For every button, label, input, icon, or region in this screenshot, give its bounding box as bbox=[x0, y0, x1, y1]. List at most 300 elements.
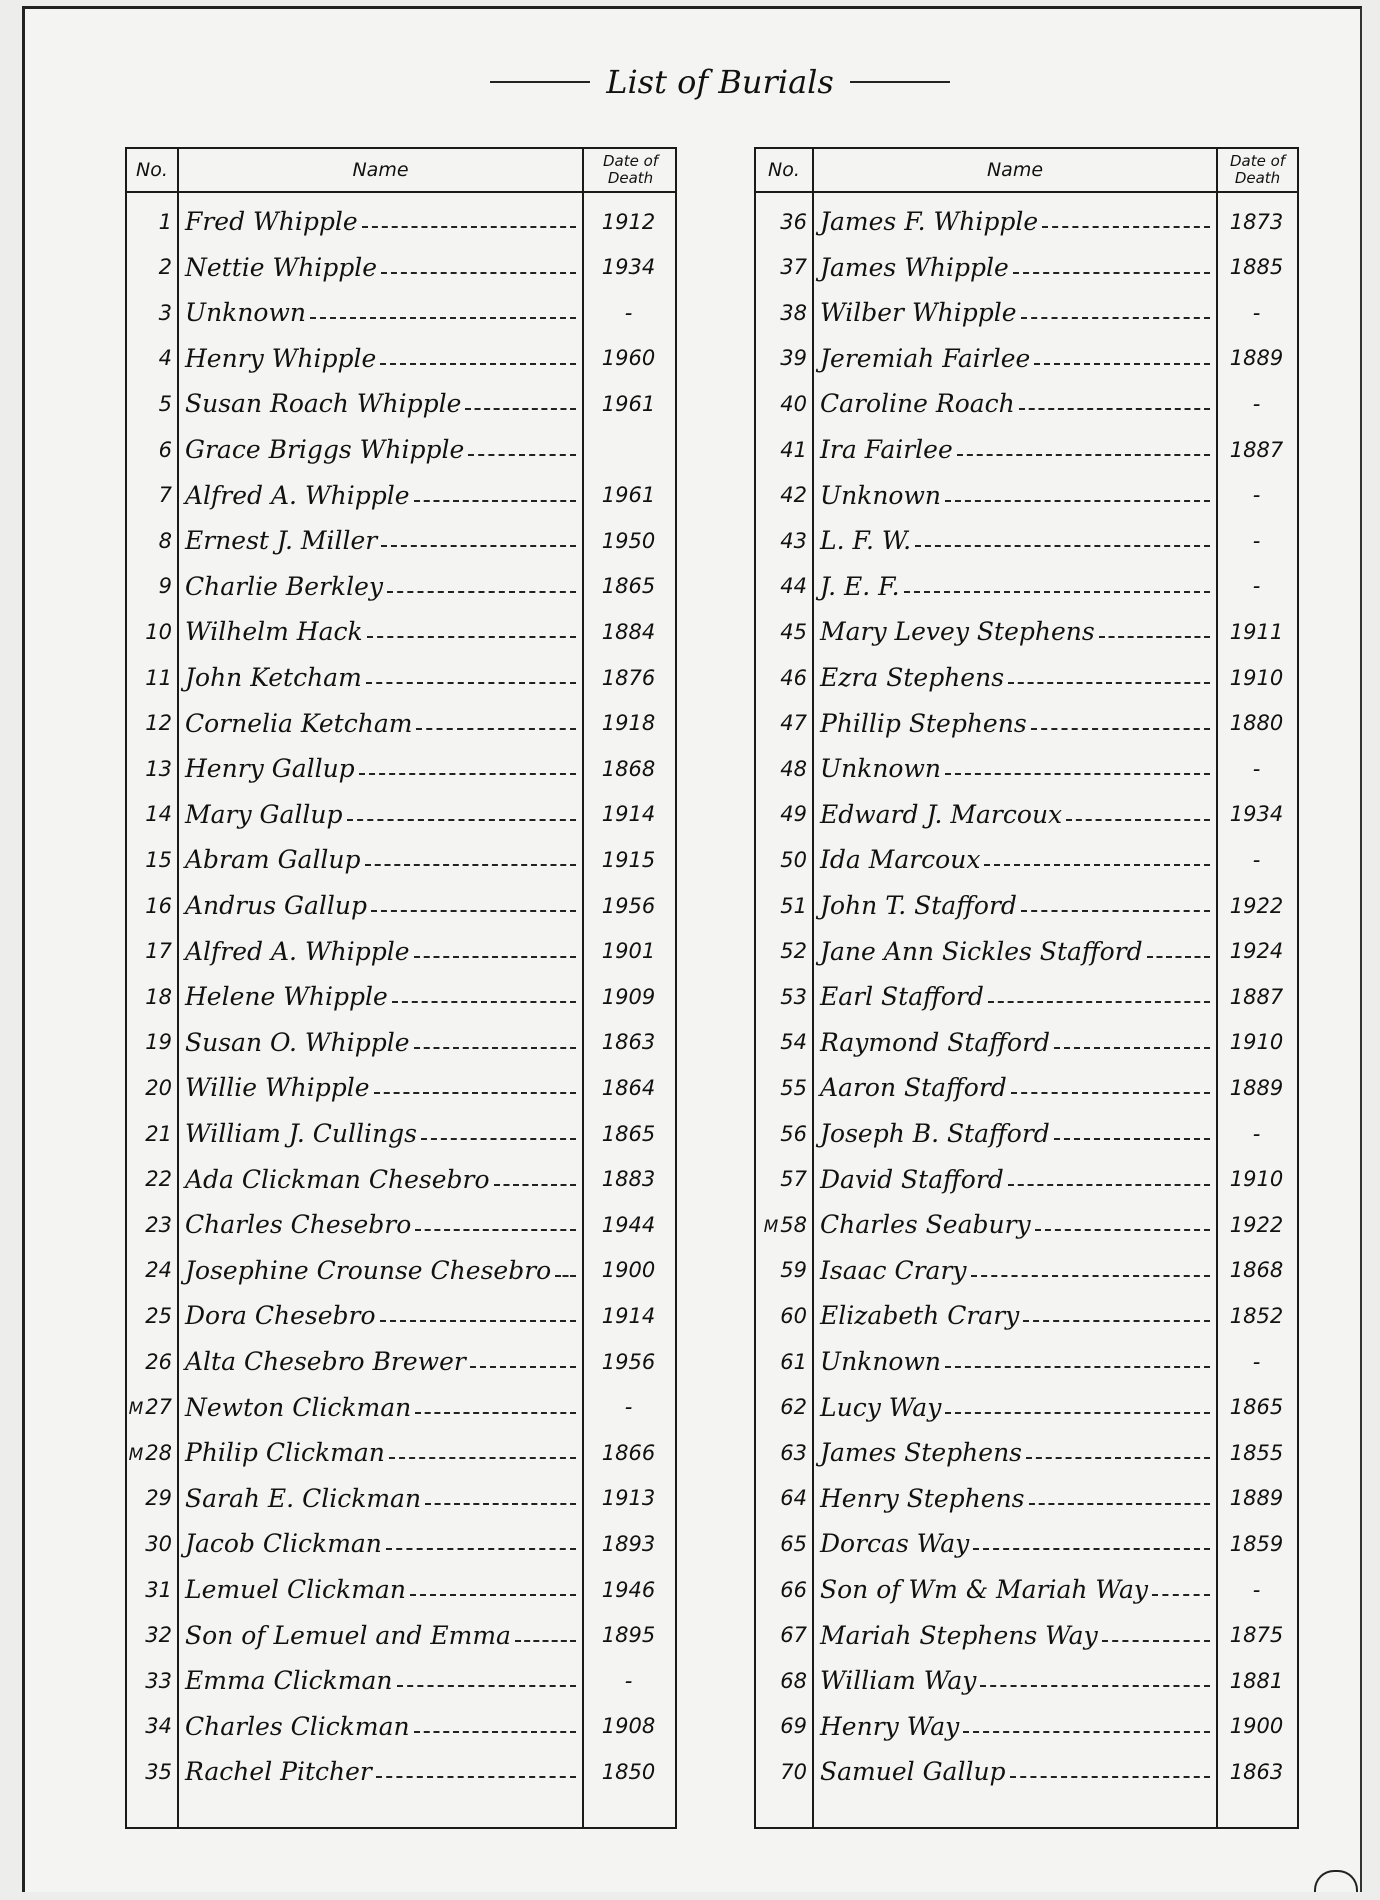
entry-date-of-death: - bbox=[1252, 574, 1261, 599]
entry-date-of-death: 1956 bbox=[601, 1349, 656, 1374]
burial-row bbox=[127, 336, 675, 381]
entry-name bbox=[177, 435, 582, 464]
dotted-leader bbox=[1008, 680, 1210, 684]
dotted-leader bbox=[362, 224, 576, 228]
entry-number bbox=[756, 210, 812, 234]
burial-row bbox=[127, 1658, 675, 1703]
entry-number bbox=[127, 1578, 177, 1602]
entry-number-value: 40 bbox=[780, 391, 807, 416]
entry-number bbox=[127, 301, 177, 325]
title-rule-right bbox=[850, 81, 950, 83]
entry-number bbox=[127, 438, 177, 462]
entry-name bbox=[812, 617, 1216, 646]
entry-number-value: 6 bbox=[158, 437, 172, 462]
entry-name-text: James Whipple bbox=[820, 252, 1009, 282]
dotted-leader bbox=[425, 1501, 576, 1505]
entry-name bbox=[812, 1666, 1216, 1695]
entry-number-value: 11 bbox=[145, 665, 172, 690]
entry-name-text: Wilber Whipple bbox=[820, 298, 1017, 328]
entry-name-text: J. E. F. bbox=[820, 571, 900, 601]
entry-number bbox=[127, 1714, 177, 1738]
entry-number bbox=[756, 1167, 812, 1191]
dotted-leader bbox=[371, 908, 576, 912]
header-date-line2: Death bbox=[1234, 169, 1281, 187]
burial-register-page bbox=[22, 6, 1362, 1892]
entry-number bbox=[127, 574, 177, 598]
entry-number-value: 61 bbox=[780, 1349, 807, 1374]
burial-row bbox=[127, 746, 675, 791]
entry-name bbox=[177, 1256, 582, 1285]
entry-name-text: James Stephens bbox=[820, 1438, 1023, 1468]
entry-number-value: 35 bbox=[145, 1759, 172, 1784]
entry-number bbox=[756, 438, 812, 462]
burial-row bbox=[756, 746, 1297, 791]
entry-name-text: Charles Chesebro bbox=[185, 1210, 412, 1240]
entry-number bbox=[127, 1623, 177, 1647]
dotted-leader bbox=[1021, 315, 1210, 319]
entry-name-text: Nettie Whipple bbox=[185, 252, 378, 282]
entry-name-text: Alfred A. Whipple bbox=[185, 480, 410, 510]
entry-number bbox=[756, 1760, 812, 1784]
entry-number bbox=[127, 1122, 177, 1146]
entry-number bbox=[127, 711, 177, 735]
entry-number bbox=[127, 1304, 177, 1328]
burial-row bbox=[127, 1749, 675, 1794]
burial-row bbox=[127, 427, 675, 472]
entry-name bbox=[812, 937, 1216, 966]
burial-row bbox=[756, 1111, 1297, 1156]
entry-name-text: Samuel Gallup bbox=[820, 1757, 1006, 1787]
dotted-leader bbox=[973, 1546, 1210, 1550]
entry-name bbox=[177, 526, 582, 555]
entry-date-of-death: 1889 bbox=[1229, 1075, 1284, 1100]
entry-name bbox=[812, 1073, 1216, 1102]
entry-name bbox=[177, 754, 582, 783]
dotted-leader bbox=[380, 1318, 576, 1322]
burial-row bbox=[756, 1293, 1297, 1338]
entry-number-value: 47 bbox=[780, 711, 807, 736]
burial-row bbox=[756, 1157, 1297, 1202]
dotted-leader bbox=[397, 1683, 577, 1687]
entry-number-value: 34 bbox=[145, 1714, 172, 1739]
burial-row bbox=[756, 1339, 1297, 1384]
entry-name-text: Ezra Stephens bbox=[820, 663, 1005, 692]
burial-row bbox=[127, 518, 675, 563]
entry-name-text: Grace Briggs Whipple bbox=[185, 435, 465, 464]
dotted-leader bbox=[1102, 1638, 1210, 1642]
burial-row bbox=[127, 381, 675, 426]
entry-number-value: 24 bbox=[145, 1258, 172, 1283]
entry-name-text: Unknown bbox=[820, 480, 941, 510]
entry-number bbox=[756, 666, 812, 690]
burial-row bbox=[127, 1202, 675, 1247]
burial-row bbox=[756, 336, 1297, 381]
dotted-leader bbox=[1008, 1182, 1210, 1186]
entry-date-of-death: 1910 bbox=[1229, 1167, 1284, 1192]
entry-number bbox=[127, 255, 177, 279]
entry-number bbox=[127, 985, 177, 1009]
entry-number-value: 52 bbox=[780, 939, 807, 964]
entry-name-text: Sarah E. Clickman bbox=[185, 1483, 422, 1513]
entry-name bbox=[812, 435, 1216, 464]
entry-date-of-death: 1956 bbox=[601, 893, 656, 918]
entry-name bbox=[812, 344, 1216, 373]
entry-number-value: 43 bbox=[780, 528, 807, 553]
entry-name bbox=[177, 1073, 582, 1102]
burial-row bbox=[127, 1430, 675, 1475]
entry-name-text: Aaron Stafford bbox=[820, 1073, 1007, 1103]
burial-row bbox=[756, 564, 1297, 609]
entry-number bbox=[127, 757, 177, 781]
burial-row bbox=[127, 1111, 675, 1156]
dotted-leader bbox=[1035, 1227, 1210, 1231]
burial-row bbox=[127, 1293, 675, 1338]
entry-date-of-death: - bbox=[1252, 1577, 1261, 1602]
entry-name-text: Henry Way bbox=[820, 1711, 960, 1741]
burial-row bbox=[127, 1020, 675, 1065]
entry-number-value: 38 bbox=[780, 300, 807, 325]
entry-number bbox=[127, 1167, 177, 1191]
entry-name-text: L. F. W. bbox=[820, 526, 912, 556]
header-date-line1: Date of bbox=[602, 152, 659, 170]
entry-date-of-death: 1934 bbox=[1229, 802, 1284, 827]
entry-date-of-death: 1913 bbox=[601, 1486, 656, 1511]
entry-name-text: Philip Clickman bbox=[185, 1438, 385, 1468]
burial-row bbox=[756, 473, 1297, 518]
entry-name bbox=[812, 1621, 1216, 1650]
entry-number bbox=[756, 1578, 812, 1602]
dotted-leader bbox=[1034, 361, 1210, 365]
entry-number-value: 70 bbox=[780, 1759, 807, 1784]
entry-name-text: Mary Gallup bbox=[185, 799, 343, 829]
entry-number-value: 17 bbox=[145, 939, 172, 964]
entry-name bbox=[177, 1210, 582, 1239]
entry-name-text: Emma Clickman bbox=[185, 1666, 393, 1696]
burial-row bbox=[756, 929, 1297, 974]
entry-name-text: Ira Fairlee bbox=[820, 435, 953, 464]
entry-name bbox=[177, 663, 582, 692]
entry-name-text: Abram Gallup bbox=[185, 845, 361, 875]
entry-date-of-death: 1922 bbox=[1229, 1212, 1284, 1237]
burial-row bbox=[756, 381, 1297, 426]
entry-name bbox=[177, 1347, 582, 1376]
entry-name-text: Dora Chesebro bbox=[185, 1301, 376, 1331]
entry-date-of-death: 1934 bbox=[601, 255, 656, 280]
entry-number-value: 51 bbox=[780, 893, 807, 918]
dotted-leader bbox=[365, 862, 576, 866]
entry-name bbox=[812, 253, 1216, 282]
entry-date-of-death: 1885 bbox=[1229, 255, 1284, 280]
entry-number bbox=[127, 483, 177, 507]
entry-name-text: Wilhelm Hack bbox=[185, 617, 363, 647]
entry-name-text: Henry Gallup bbox=[185, 754, 355, 784]
burial-row bbox=[127, 883, 675, 928]
entry-name bbox=[812, 663, 1216, 692]
entry-name bbox=[177, 1393, 582, 1422]
burial-row bbox=[756, 290, 1297, 335]
entry-number bbox=[756, 711, 812, 735]
burial-row bbox=[756, 701, 1297, 746]
entry-number bbox=[127, 620, 177, 644]
burial-row bbox=[756, 1020, 1297, 1065]
burial-row bbox=[127, 290, 675, 335]
entry-date-of-death: 1924 bbox=[1229, 939, 1284, 964]
burial-row bbox=[127, 837, 675, 882]
dotted-leader bbox=[374, 1090, 576, 1094]
entry-name-text: Son of Wm & Mariah Way bbox=[820, 1575, 1148, 1604]
entry-name bbox=[177, 207, 582, 236]
entry-number bbox=[127, 1669, 177, 1693]
entry-date-of-death: 1950 bbox=[601, 528, 656, 553]
entry-number-value: 15 bbox=[145, 847, 172, 872]
entry-name-text: Ida Marcoux bbox=[820, 845, 981, 875]
entry-number bbox=[756, 848, 812, 872]
dotted-leader bbox=[963, 1729, 1210, 1733]
dotted-leader bbox=[1066, 817, 1210, 821]
entry-name bbox=[812, 1529, 1216, 1558]
entry-name-text: Earl Stafford bbox=[820, 982, 984, 1012]
entry-number-value: 36 bbox=[780, 209, 807, 234]
dotted-leader bbox=[376, 1774, 576, 1778]
entry-date-of-death: - bbox=[1252, 847, 1261, 872]
entry-number-value: 46 bbox=[780, 665, 807, 690]
entry-number-value: 65 bbox=[780, 1531, 807, 1556]
entry-number bbox=[756, 1714, 812, 1738]
entry-date-of-death: 1910 bbox=[1229, 665, 1284, 690]
entry-date-of-death: 1918 bbox=[601, 711, 656, 736]
entry-number-value: 22 bbox=[145, 1167, 172, 1192]
entry-date-of-death: 1889 bbox=[1229, 1486, 1284, 1511]
entry-number bbox=[127, 346, 177, 370]
dotted-leader bbox=[387, 589, 576, 593]
entry-number-value: 5 bbox=[158, 391, 172, 416]
dotted-leader bbox=[414, 1729, 576, 1733]
entry-name bbox=[812, 572, 1216, 601]
entry-number-value: 27 bbox=[145, 1395, 172, 1420]
entry-name-text: Fred Whipple bbox=[185, 207, 358, 236]
entry-number bbox=[127, 1213, 177, 1237]
header-name: Name bbox=[352, 159, 409, 181]
entry-number-value: 50 bbox=[780, 847, 807, 872]
entry-number bbox=[127, 666, 177, 690]
entry-number bbox=[756, 255, 812, 279]
entry-number-value: 58 bbox=[780, 1212, 807, 1237]
entry-number-value: 49 bbox=[780, 802, 807, 827]
entry-number-value: 25 bbox=[145, 1303, 172, 1328]
entry-number bbox=[127, 1258, 177, 1282]
dotted-leader bbox=[1152, 1592, 1210, 1596]
entry-number-value: 39 bbox=[780, 346, 807, 371]
entry-number bbox=[756, 1122, 812, 1146]
entry-name-text: Alfred A. Whipple bbox=[185, 936, 410, 966]
entry-name bbox=[177, 1484, 582, 1513]
entry-number bbox=[756, 1669, 812, 1693]
entry-number bbox=[127, 210, 177, 234]
dotted-leader bbox=[367, 634, 576, 638]
entry-number bbox=[756, 1304, 812, 1328]
burial-row bbox=[756, 837, 1297, 882]
entry-number-value: 48 bbox=[780, 756, 807, 781]
entry-name-text: Son of Lemuel and Emma bbox=[185, 1620, 511, 1650]
dotted-leader bbox=[515, 1638, 576, 1642]
entry-number bbox=[756, 939, 812, 963]
dotted-leader bbox=[1021, 908, 1210, 912]
entry-name bbox=[812, 1393, 1216, 1422]
entry-number-value: 62 bbox=[780, 1395, 807, 1420]
entry-name-text: Elizabeth Crary bbox=[820, 1301, 1020, 1331]
entry-number bbox=[756, 1395, 812, 1419]
entry-date-of-death: 1881 bbox=[1229, 1668, 1284, 1693]
dotted-leader bbox=[414, 954, 576, 958]
entry-number-value: 26 bbox=[145, 1349, 172, 1374]
burial-row bbox=[756, 518, 1297, 563]
entry-date-of-death: 1865 bbox=[601, 574, 656, 599]
entry-name bbox=[812, 298, 1216, 327]
entry-number-value: 56 bbox=[780, 1121, 807, 1146]
entry-date-of-death: 1864 bbox=[601, 1075, 656, 1100]
entry-name bbox=[177, 1165, 582, 1194]
entry-name bbox=[812, 389, 1216, 418]
entry-name-text: Isaac Crary bbox=[820, 1255, 967, 1285]
entry-name-text: Cornelia Ketcham bbox=[185, 708, 413, 738]
entry-date-of-death: - bbox=[1252, 528, 1261, 553]
entry-date-of-death: - bbox=[624, 300, 633, 325]
entry-name-text: Joseph B. Stafford bbox=[820, 1119, 1050, 1148]
dotted-leader bbox=[1019, 406, 1210, 410]
entry-name bbox=[812, 800, 1216, 829]
dotted-leader bbox=[468, 452, 576, 456]
entry-name-text: Alta Chesebro Brewer bbox=[185, 1347, 466, 1376]
dotted-leader bbox=[1029, 1501, 1210, 1505]
title-rule-left bbox=[490, 81, 590, 83]
entry-name-text: Charles Clickman bbox=[185, 1711, 410, 1741]
entry-date-of-death: 1850 bbox=[601, 1759, 656, 1784]
entry-name-text: Andrus Gallup bbox=[185, 891, 367, 920]
entry-name bbox=[812, 1575, 1216, 1604]
entry-number bbox=[756, 1532, 812, 1556]
dotted-leader bbox=[359, 771, 576, 775]
entry-name bbox=[812, 1165, 1216, 1194]
dotted-leader bbox=[1054, 1045, 1210, 1049]
entry-name bbox=[177, 1028, 582, 1057]
dotted-leader bbox=[416, 726, 576, 730]
entry-name bbox=[812, 207, 1216, 236]
entry-name bbox=[177, 389, 582, 418]
entry-name-text: Unknown bbox=[820, 754, 941, 784]
entry-date-of-death: - bbox=[1252, 300, 1261, 325]
burial-row bbox=[127, 564, 675, 609]
dotted-leader bbox=[421, 1136, 576, 1140]
entry-number-value: 66 bbox=[780, 1577, 807, 1602]
entry-date-of-death: 1863 bbox=[601, 1030, 656, 1055]
dotted-leader bbox=[971, 1273, 1210, 1277]
burial-row bbox=[756, 792, 1297, 837]
dotted-leader bbox=[984, 862, 1210, 866]
entry-date-of-death: 1855 bbox=[1229, 1440, 1284, 1465]
entry-date-of-death: 1946 bbox=[601, 1577, 656, 1602]
entry-name-text: Lemuel Clickman bbox=[185, 1575, 406, 1604]
entry-number-value: 2 bbox=[158, 255, 172, 280]
burial-row bbox=[127, 1567, 675, 1612]
burial-row bbox=[756, 245, 1297, 290]
header-date-line1: Date of bbox=[1229, 152, 1286, 170]
entry-number-value: 32 bbox=[145, 1623, 172, 1648]
entry-name-text: John T. Stafford bbox=[820, 891, 1017, 920]
entry-name-text: Mary Levey Stephens bbox=[820, 617, 1095, 647]
entry-number bbox=[756, 620, 812, 644]
entry-date-of-death: 1944 bbox=[601, 1212, 656, 1237]
entry-date-of-death: 1900 bbox=[1229, 1714, 1284, 1739]
entry-name bbox=[812, 1484, 1216, 1513]
dotted-leader bbox=[945, 1410, 1210, 1414]
entry-number-value: 68 bbox=[780, 1668, 807, 1693]
entry-name bbox=[177, 1666, 582, 1695]
entry-name-text: Jacob Clickman bbox=[185, 1529, 382, 1559]
header-date-line2: Death bbox=[607, 169, 654, 187]
burial-row bbox=[127, 1521, 675, 1566]
entry-number bbox=[127, 392, 177, 416]
entry-number bbox=[756, 301, 812, 325]
entry-number bbox=[756, 392, 812, 416]
entry-number bbox=[127, 1532, 177, 1556]
burial-row bbox=[127, 245, 675, 290]
entry-number-value: 67 bbox=[780, 1623, 807, 1648]
dotted-leader bbox=[415, 1410, 576, 1414]
entry-name bbox=[812, 1301, 1216, 1330]
burial-row bbox=[756, 1202, 1297, 1247]
ledger-left bbox=[125, 147, 677, 1829]
entry-date-of-death: 1909 bbox=[601, 984, 656, 1009]
entry-number bbox=[756, 985, 812, 1009]
entry-date-of-death: 1911 bbox=[1229, 619, 1284, 644]
header-date-of-death bbox=[1218, 149, 1297, 191]
burial-row bbox=[127, 1248, 675, 1293]
dotted-leader bbox=[410, 1592, 576, 1596]
entry-number bbox=[127, 1486, 177, 1510]
entry-date-of-death: 1915 bbox=[601, 847, 656, 872]
dotted-leader bbox=[386, 1546, 576, 1550]
entry-date-of-death: - bbox=[1252, 1121, 1261, 1146]
dotted-leader bbox=[415, 1227, 576, 1231]
entry-name-text: Jeremiah Fairlee bbox=[820, 343, 1031, 373]
dotted-leader bbox=[915, 543, 1210, 547]
entry-number bbox=[756, 894, 812, 918]
entry-number-value: 19 bbox=[145, 1030, 172, 1055]
entry-number bbox=[756, 1441, 812, 1465]
burial-row bbox=[756, 1476, 1297, 1521]
marker-prefix: M bbox=[763, 1216, 779, 1237]
burial-row bbox=[756, 1749, 1297, 1794]
entry-name bbox=[812, 1210, 1216, 1239]
entry-name-text: Caroline Roach bbox=[820, 389, 1015, 419]
dotted-leader bbox=[1026, 1455, 1210, 1459]
entry-number-value: 4 bbox=[158, 346, 172, 371]
burial-row bbox=[127, 1339, 675, 1384]
entry-date-of-death: 1868 bbox=[1229, 1258, 1284, 1283]
burial-row bbox=[127, 974, 675, 1019]
marker-prefix: M bbox=[128, 1444, 144, 1465]
entry-date-of-death: 1880 bbox=[1229, 711, 1284, 736]
entry-name bbox=[177, 617, 582, 646]
entry-name-text: Unknown bbox=[820, 1347, 941, 1376]
entry-date-of-death: 1865 bbox=[1229, 1395, 1284, 1420]
entry-number-value: 14 bbox=[145, 802, 172, 827]
entry-name bbox=[812, 1028, 1216, 1057]
entry-name-text: Rachel Pitcher bbox=[185, 1757, 372, 1787]
entry-name bbox=[177, 1529, 582, 1558]
dotted-leader bbox=[381, 270, 576, 274]
entry-name-text: Phillip Stephens bbox=[820, 708, 1027, 738]
